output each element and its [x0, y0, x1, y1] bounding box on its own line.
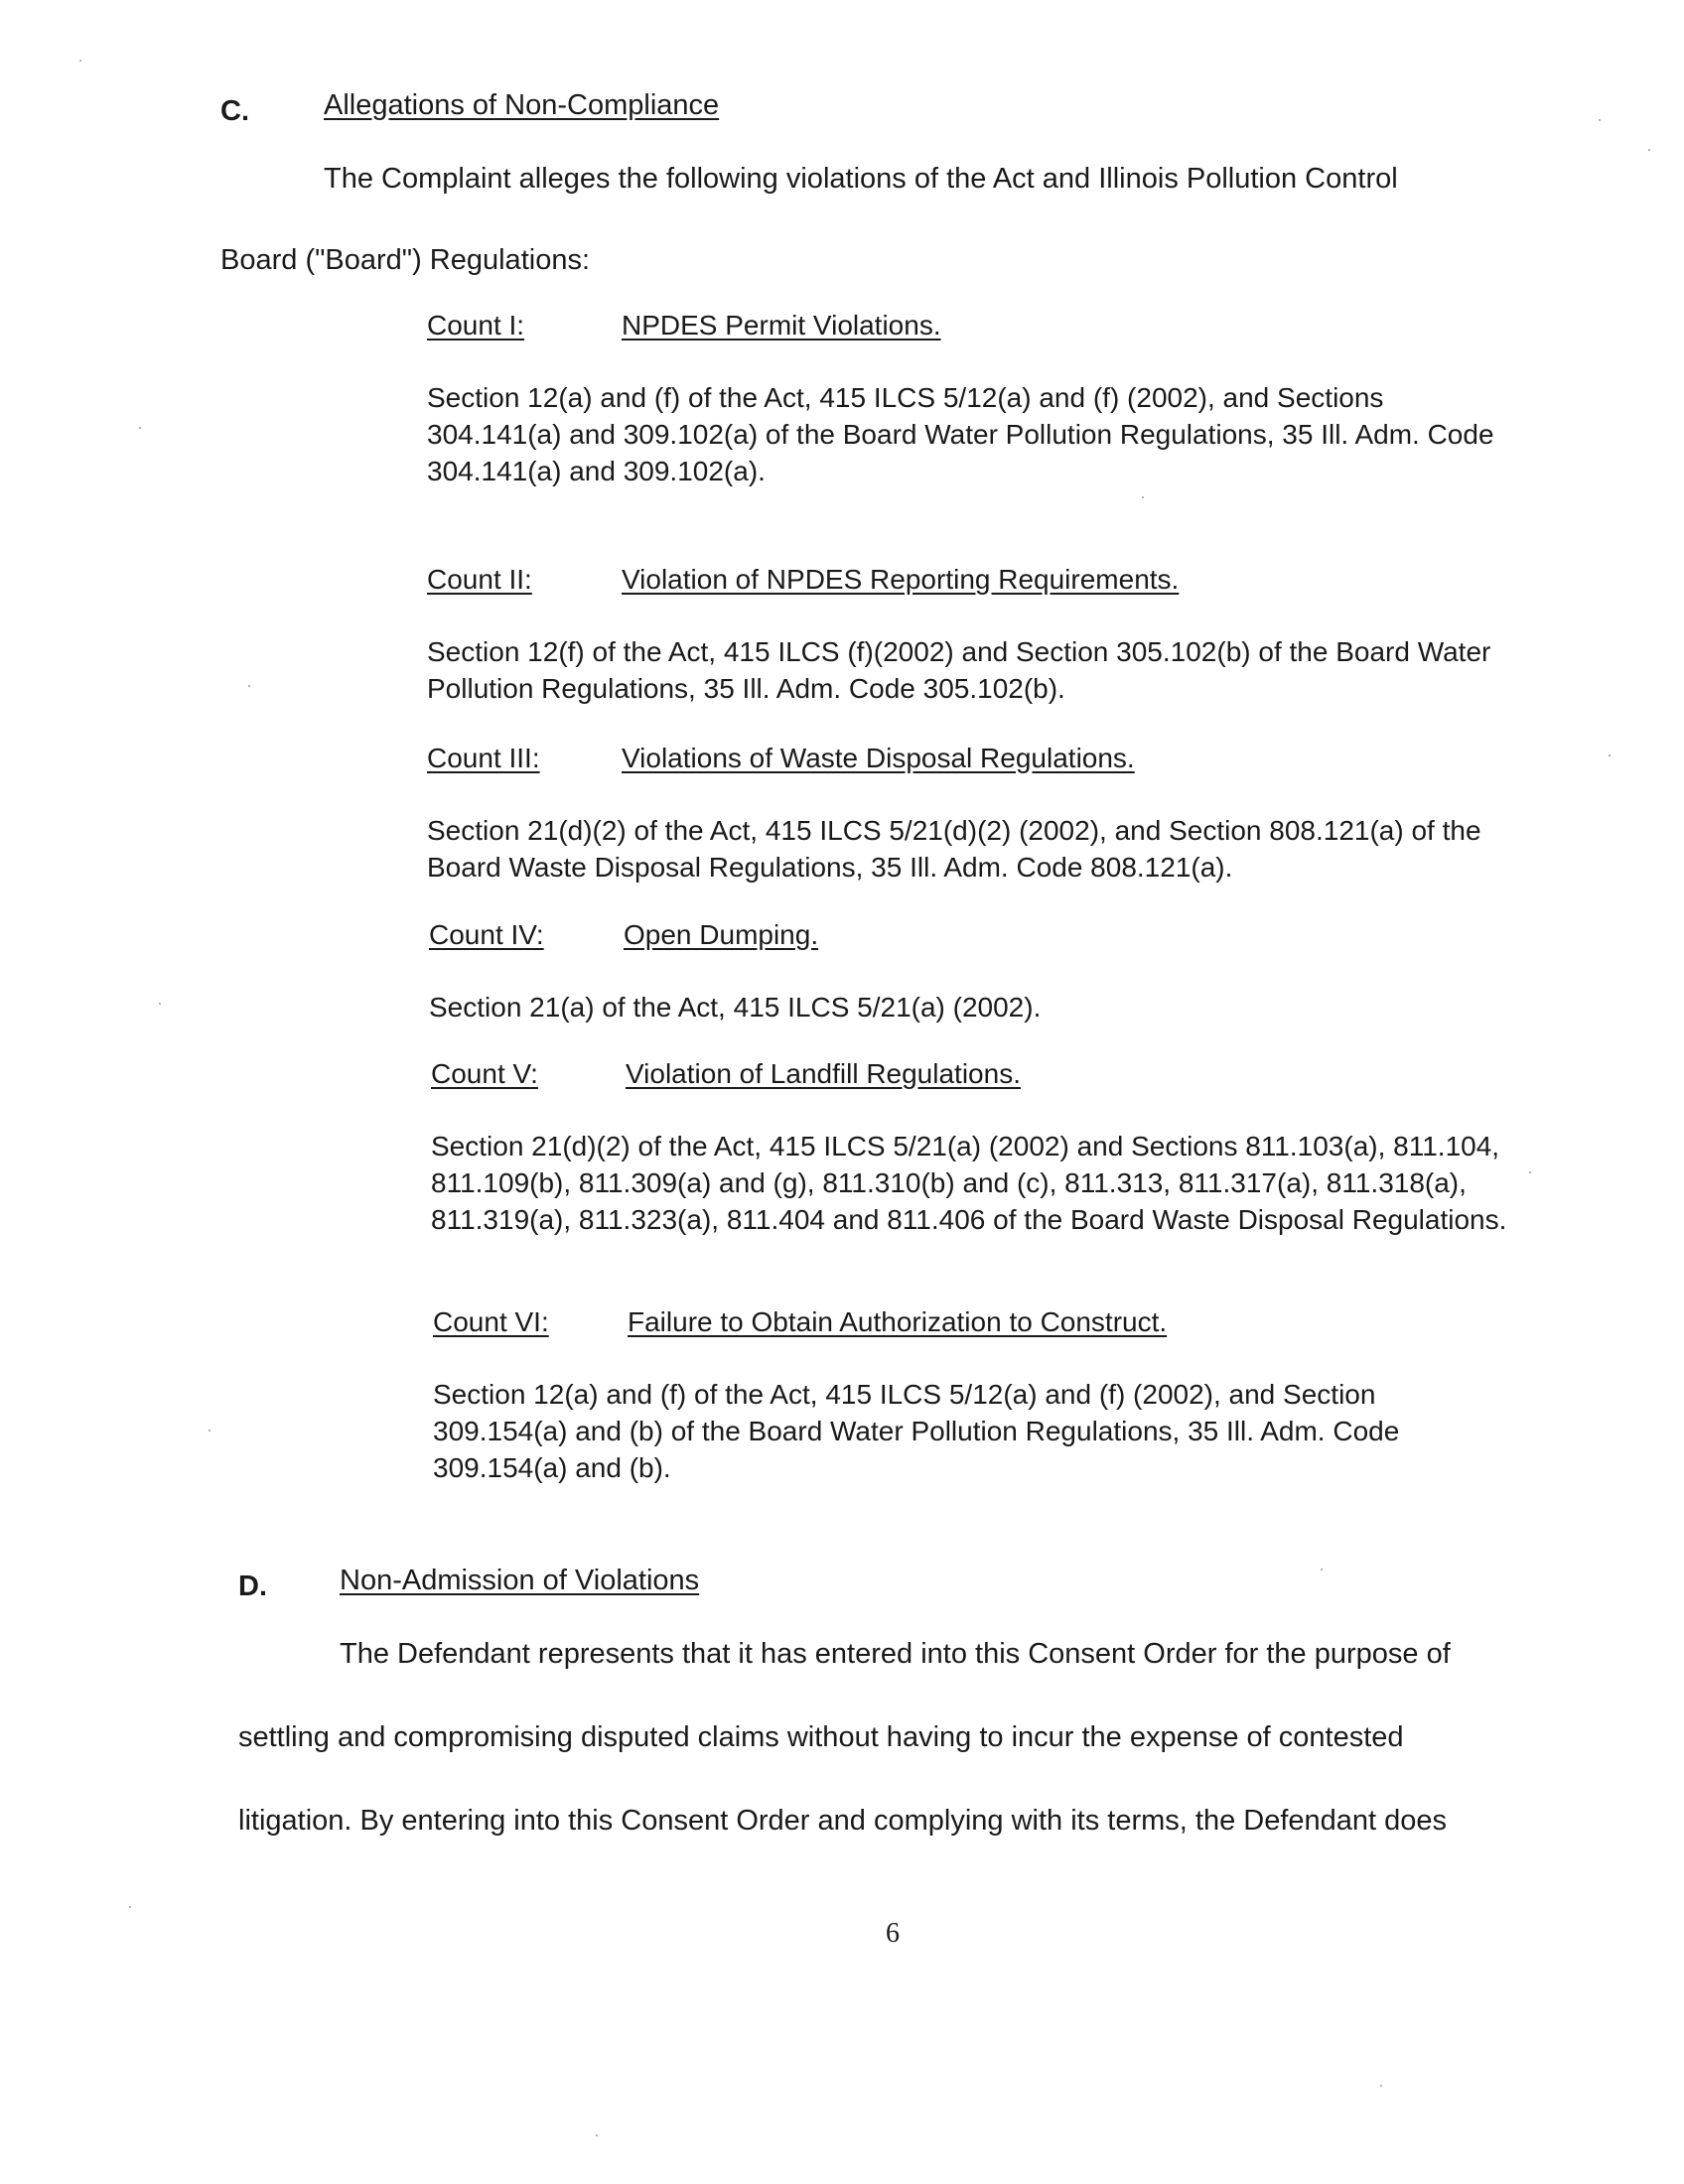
count-5-label: Count V: [431, 1058, 538, 1089]
section-c-intro-line-1: The Complaint alleges the following violations of the Act and Illinois Pollution Control [324, 163, 1398, 195]
section-d-line-3: litigation. By entering into this Consent Order and complying with its terms, the Defendant does [238, 1805, 1448, 1837]
count-4-label: Count IV: [429, 919, 544, 950]
section-d-line-2: settling and compromising disputed claims without having to incur the expense of contested [238, 1721, 1404, 1753]
count-1-title: NPDES Permit Violations. [622, 310, 941, 341]
count-1-citation: Section 12(a) and (f) of the Act, 415 ILCS 5/12(a) and (f) (2002), and Sections 304.141(a) and 309.102(a) of the Board Water Pollution Regulations, 35 Ill. Adm. Code 304.141(a) and 309.102(a). [427, 382, 1494, 486]
count-3-label: Count III: [427, 743, 540, 773]
section-d-line-1: The Defendant represents that it has entered into this Consent Order for the purpose of [340, 1638, 1451, 1670]
count-2-title: Violation of NPDES Reporting Requirements. [622, 564, 1180, 595]
count-1-label: Count I: [427, 310, 525, 341]
count-6-title: Failure to Obtain Authorization to Construct. [628, 1306, 1168, 1337]
count-6-label: Count VI: [433, 1306, 549, 1337]
section-c-title: Allegations of Non-Compliance [324, 89, 720, 121]
section-d-letter: D. [238, 1570, 267, 1602]
count-3-title: Violations of Waste Disposal Regulations. [622, 743, 1135, 773]
section-c-intro-line-2: Board ("Board") Regulations: [220, 244, 591, 276]
count-4-citation: Section 21(a) of the Act, 415 ILCS 5/21(a) (2002). [429, 992, 1042, 1023]
count-3-citation: Section 21(d)(2) of the Act, 415 ILCS 5/21(d)(2) (2002), and Section 808.121(a) of the Board Waste Disposal Regulations, 35 Ill. Adm. Code 808.121(a). [427, 815, 1481, 883]
count-2-label: Count II: [427, 564, 532, 595]
count-5-title: Violation of Landfill Regulations. [626, 1058, 1021, 1089]
count-5-citation: Section 21(d)(2) of the Act, 415 ILCS 5/21(a) (2002) and Sections 811.103(a), 811.104, 811.109(b), 811.309(a) and (g), 811.310(b) and (c), 811.313, 811.317(a), 811.318(a), 811.319(a), 811.323(a), 811.404 and 811.406 of the Board Waste Disposal Regulations. [431, 1131, 1507, 1235]
count-2-citation: Section 12(f) of the Act, 415 ILCS (f)(2002) and Section 305.102(b) of the Board Water Pollution Regulations, 35 Ill. Adm. Code 305.102(b). [427, 636, 1491, 704]
count-6-citation: Section 12(a) and (f) of the Act, 415 ILCS 5/12(a) and (f) (2002), and Section 309.154(a) and (b) of the Board Water Pollution Regulations, 35 Ill. Adm. Code 309.154(a) and (b). [433, 1379, 1400, 1483]
section-c-letter: C. [220, 95, 249, 127]
count-4-title: Open Dumping. [624, 919, 819, 950]
page-number: 6 [886, 1918, 900, 1949]
section-d-title: Non-Admission of Violations [340, 1565, 700, 1596]
